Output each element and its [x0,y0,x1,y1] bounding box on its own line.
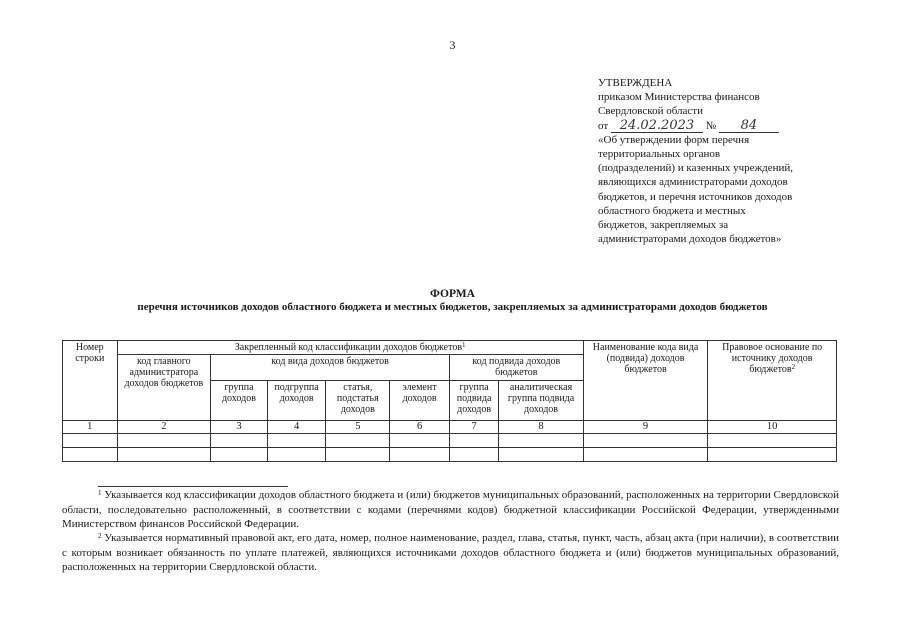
footnote-mark-1: 1 [98,489,102,497]
footnote-ref-1: 1 [462,341,466,349]
header-element: элемент доходов [390,381,450,421]
approval-block [598,76,848,246]
approval-subject-8: администраторами доходов бюджетов» [598,233,782,246]
column-number-row [63,421,837,434]
column-number: 3 [211,421,268,434]
header-analytic-group: аналитическая группа подвида доходов [499,381,583,421]
approval-region-line: Свердловской области [598,105,703,118]
income-sources-table [62,340,837,462]
approval-subject-6: областного бюджета и местных [598,204,746,217]
footnote-ref-2: 2 [791,363,796,371]
column-number: 1 [63,421,118,434]
column-number: 5 [326,421,390,434]
approval-subject-4: являющихся администраторами доходов [598,176,788,189]
handwritten-number: 84 [719,120,779,133]
column-number: 6 [390,421,450,434]
header-row-number: Номер строки [63,341,118,421]
footnote-mark-2: 2 [98,532,102,540]
from-label: от [598,119,609,132]
handwritten-date: 24.02.2023 [611,120,703,133]
header-article: статья, подстатья доходов [326,381,390,421]
header-subgroup: подгруппа доходов [267,381,326,421]
approval-subject-5: бюджетов, и перечня источников доходов [598,190,793,203]
approval-order-line: приказом Министерства финансов [598,91,760,104]
approval-subject-2: территориальных органов [598,148,721,161]
footnote-1 [62,488,839,532]
number-label: № [705,119,717,132]
column-number: 10 [708,421,837,434]
footnote-2-text: Указывается нормативный правовой акт, его дата, номер, полное наименование, раздел, глава, статья, пункт, часть, абзац акта (при наличии), в соответствии с которым возникает обязанность по уплате платежей, являющихся источниками доходов областного бюджета и (или) бюджетов муниципальных образований, расположенных на территории Свердловской области. [62,532,839,573]
page-number: 3 [449,38,456,52]
approval-subject-7: бюджетов, закрепляемых за [598,219,729,232]
column-number: 8 [499,421,583,434]
header-group: группа доходов [211,381,268,421]
header-legal-basis: Правовое основание по источнику доходов бюджетов$^2$ [708,341,837,421]
footnote-2 [62,531,839,575]
footnote-1-text: Указывается код классификации доходов областного бюджета и (или) бюджетов муниципальных образований, расположенных на территории Свердловской области, последовательно расположенный, в соответствии с кодами (перечнями кодов) бюджетной классификации Российской Федерации, утвержденными Министерством финансов Российской Федерации. [62,489,840,530]
approval-heading: УТВЕРЖДЕНА [598,77,673,89]
header-subtype-group: группа подвида доходов [449,381,498,421]
form-subtitle: перечня источников доходов областного бюджета и местных бюджетов, закрепляемых за администраторами доходов бюджетов [137,301,768,313]
column-number: 9 [583,421,708,434]
column-number: 2 [117,421,211,434]
footnote-separator [98,486,288,487]
header-code-name: Наименование кода вида (подвида) доходов бюджетов [583,341,708,421]
header-admin-code: код главного администратора доходов бюджетов [117,355,211,421]
approval-subject-3: (подразделений) и казенных учреждений, [598,162,794,175]
table-row [63,448,837,462]
header-income-subtype: код подвида доходов бюджетов [449,355,583,381]
column-number: 7 [449,421,498,434]
approval-date-line [598,119,848,133]
table-row [63,434,837,448]
header-income-type: код вида доходов бюджетов [211,355,450,381]
header-classification: Закрепленный код классификации доходов бюджетов$^1$ [117,341,583,355]
column-number: 4 [267,421,326,434]
form-title: ФОРМА [430,288,475,300]
approval-subject-1: «Об утверждении форм перечня [598,133,750,146]
